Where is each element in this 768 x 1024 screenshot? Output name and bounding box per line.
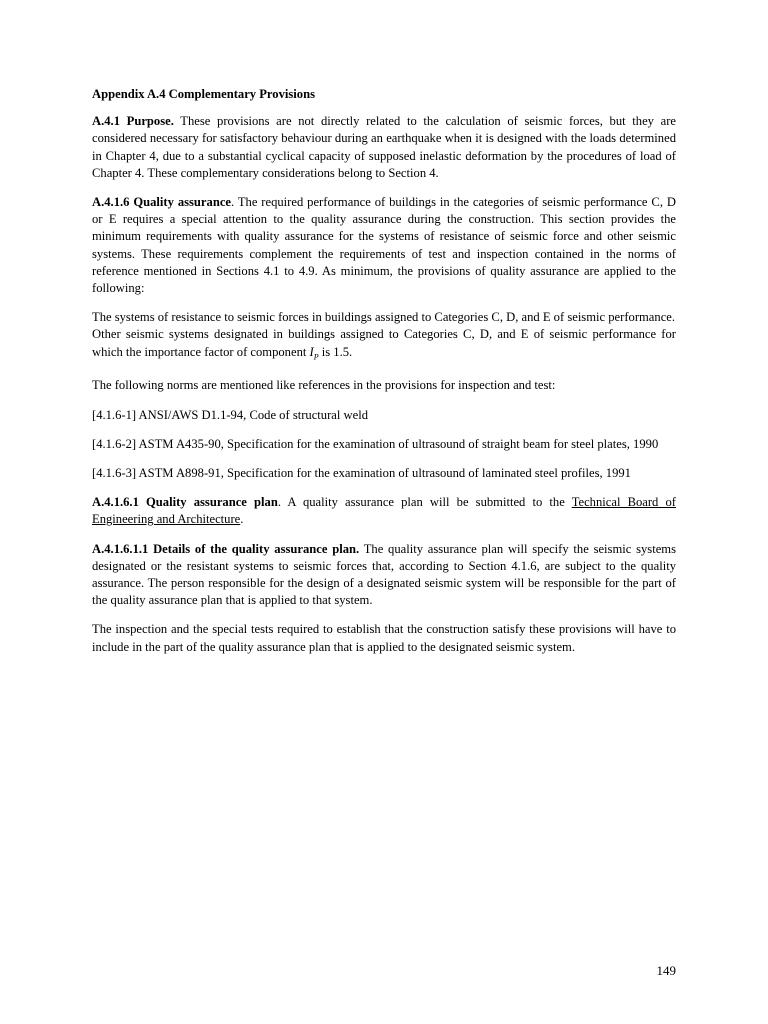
page-number: 149 — [656, 963, 676, 978]
norms-intro: The following norms are mentioned like references in the provisions for inspection and test: — [92, 378, 556, 393]
qa-plan-details-paragraph — [92, 541, 676, 610]
appendix-title: Appendix A.4 Complementary Provisions — [92, 87, 315, 101]
item2-after: is 1.5. — [318, 344, 353, 359]
quality-assurance-paragraph — [92, 194, 676, 297]
qa-plan-end: . — [240, 512, 244, 527]
importance-factor-letter: I — [309, 344, 314, 359]
quality-assurance-text: . The required performance of buildings in the categories of seismic performance C, D or E requires a special attention to the quality assurance during the construction. This section provides the minimum requirements with quality assurance for the systems of resistance of seismic force and other seismic systems. These requirements complement the requirements of test and inspection contained in the norms of reference mentioned in Sections 4.1 to 4.9. As minimum, the provisions of quality assurance are applied to the following: — [92, 195, 676, 296]
importance-factor-subscript: P — [313, 352, 319, 362]
qa-plan-details-heading: A.4.1.6.1.1 Details of the quality assurance plan. — [92, 541, 360, 556]
importance-factor-symbol — [309, 344, 319, 362]
provision-item-2 — [92, 326, 676, 365]
document-page — [92, 86, 676, 656]
reference-1: [4.1.6-1] ANSI/AWS D1.1-94, Code of structural weld — [92, 407, 369, 422]
qa-plan-heading: A.4.1.6.1 Quality assurance plan — [92, 495, 278, 510]
qa-plan-details-text: The quality assurance plan will specify the seismic systems designated or the resistant systems to seismic forces that, according to Section 4.1.6, are subject to the quality assurance. The person responsible for the design of a designated seismic system will be responsible for the part of the quality assurance plan that is applied to that system. — [92, 541, 676, 608]
item2-before: Other seismic systems designated in buildings assigned to Categories C, D, and E of seismic performance for which the importance factor of component — [92, 327, 676, 359]
quality-assurance-heading: A.4.1.6 Quality assurance — [92, 195, 231, 210]
inspection-paragraph: The inspection and the special tests required to establish that the construction satisfy these provisions will have to include in the part of the quality assurance plan that is applied to the designated seismic system. — [92, 622, 676, 654]
qa-plan-text: . A quality assurance plan will be submitted to the — [277, 495, 572, 510]
reference-2: [4.1.6-2] ASTM A435-90, Specification for the examination of ultrasound of straight beam for steel plates, 1990 — [92, 436, 659, 451]
technical-board-link[interactable]: Technical Board of Engineering and Architecture — [92, 495, 676, 527]
purpose-paragraph — [92, 113, 676, 182]
reference-3: [4.1.6-3] ASTM A898-91, Specification for the examination of ultrasound of laminated steel profiles, 1991 — [92, 465, 631, 480]
purpose-text: These provisions are not directly related to the calculation of seismic forces, but they are considered necessary for satisfactory behaviour during an earthquake when it is designed with the loads determined in Chapter 4, due to a substantial cyclical capacity of supposed inelastic deformation by the procedures of load of Chapter 4. These complementary considerations belong to Section 4. — [92, 114, 676, 180]
provision-item-1: The systems of resistance to seismic forces in buildings assigned to Categories C, D, and E of seismic performance. — [92, 310, 676, 325]
qa-plan-paragraph — [92, 494, 676, 528]
purpose-heading: A.4.1 Purpose. — [92, 114, 174, 129]
